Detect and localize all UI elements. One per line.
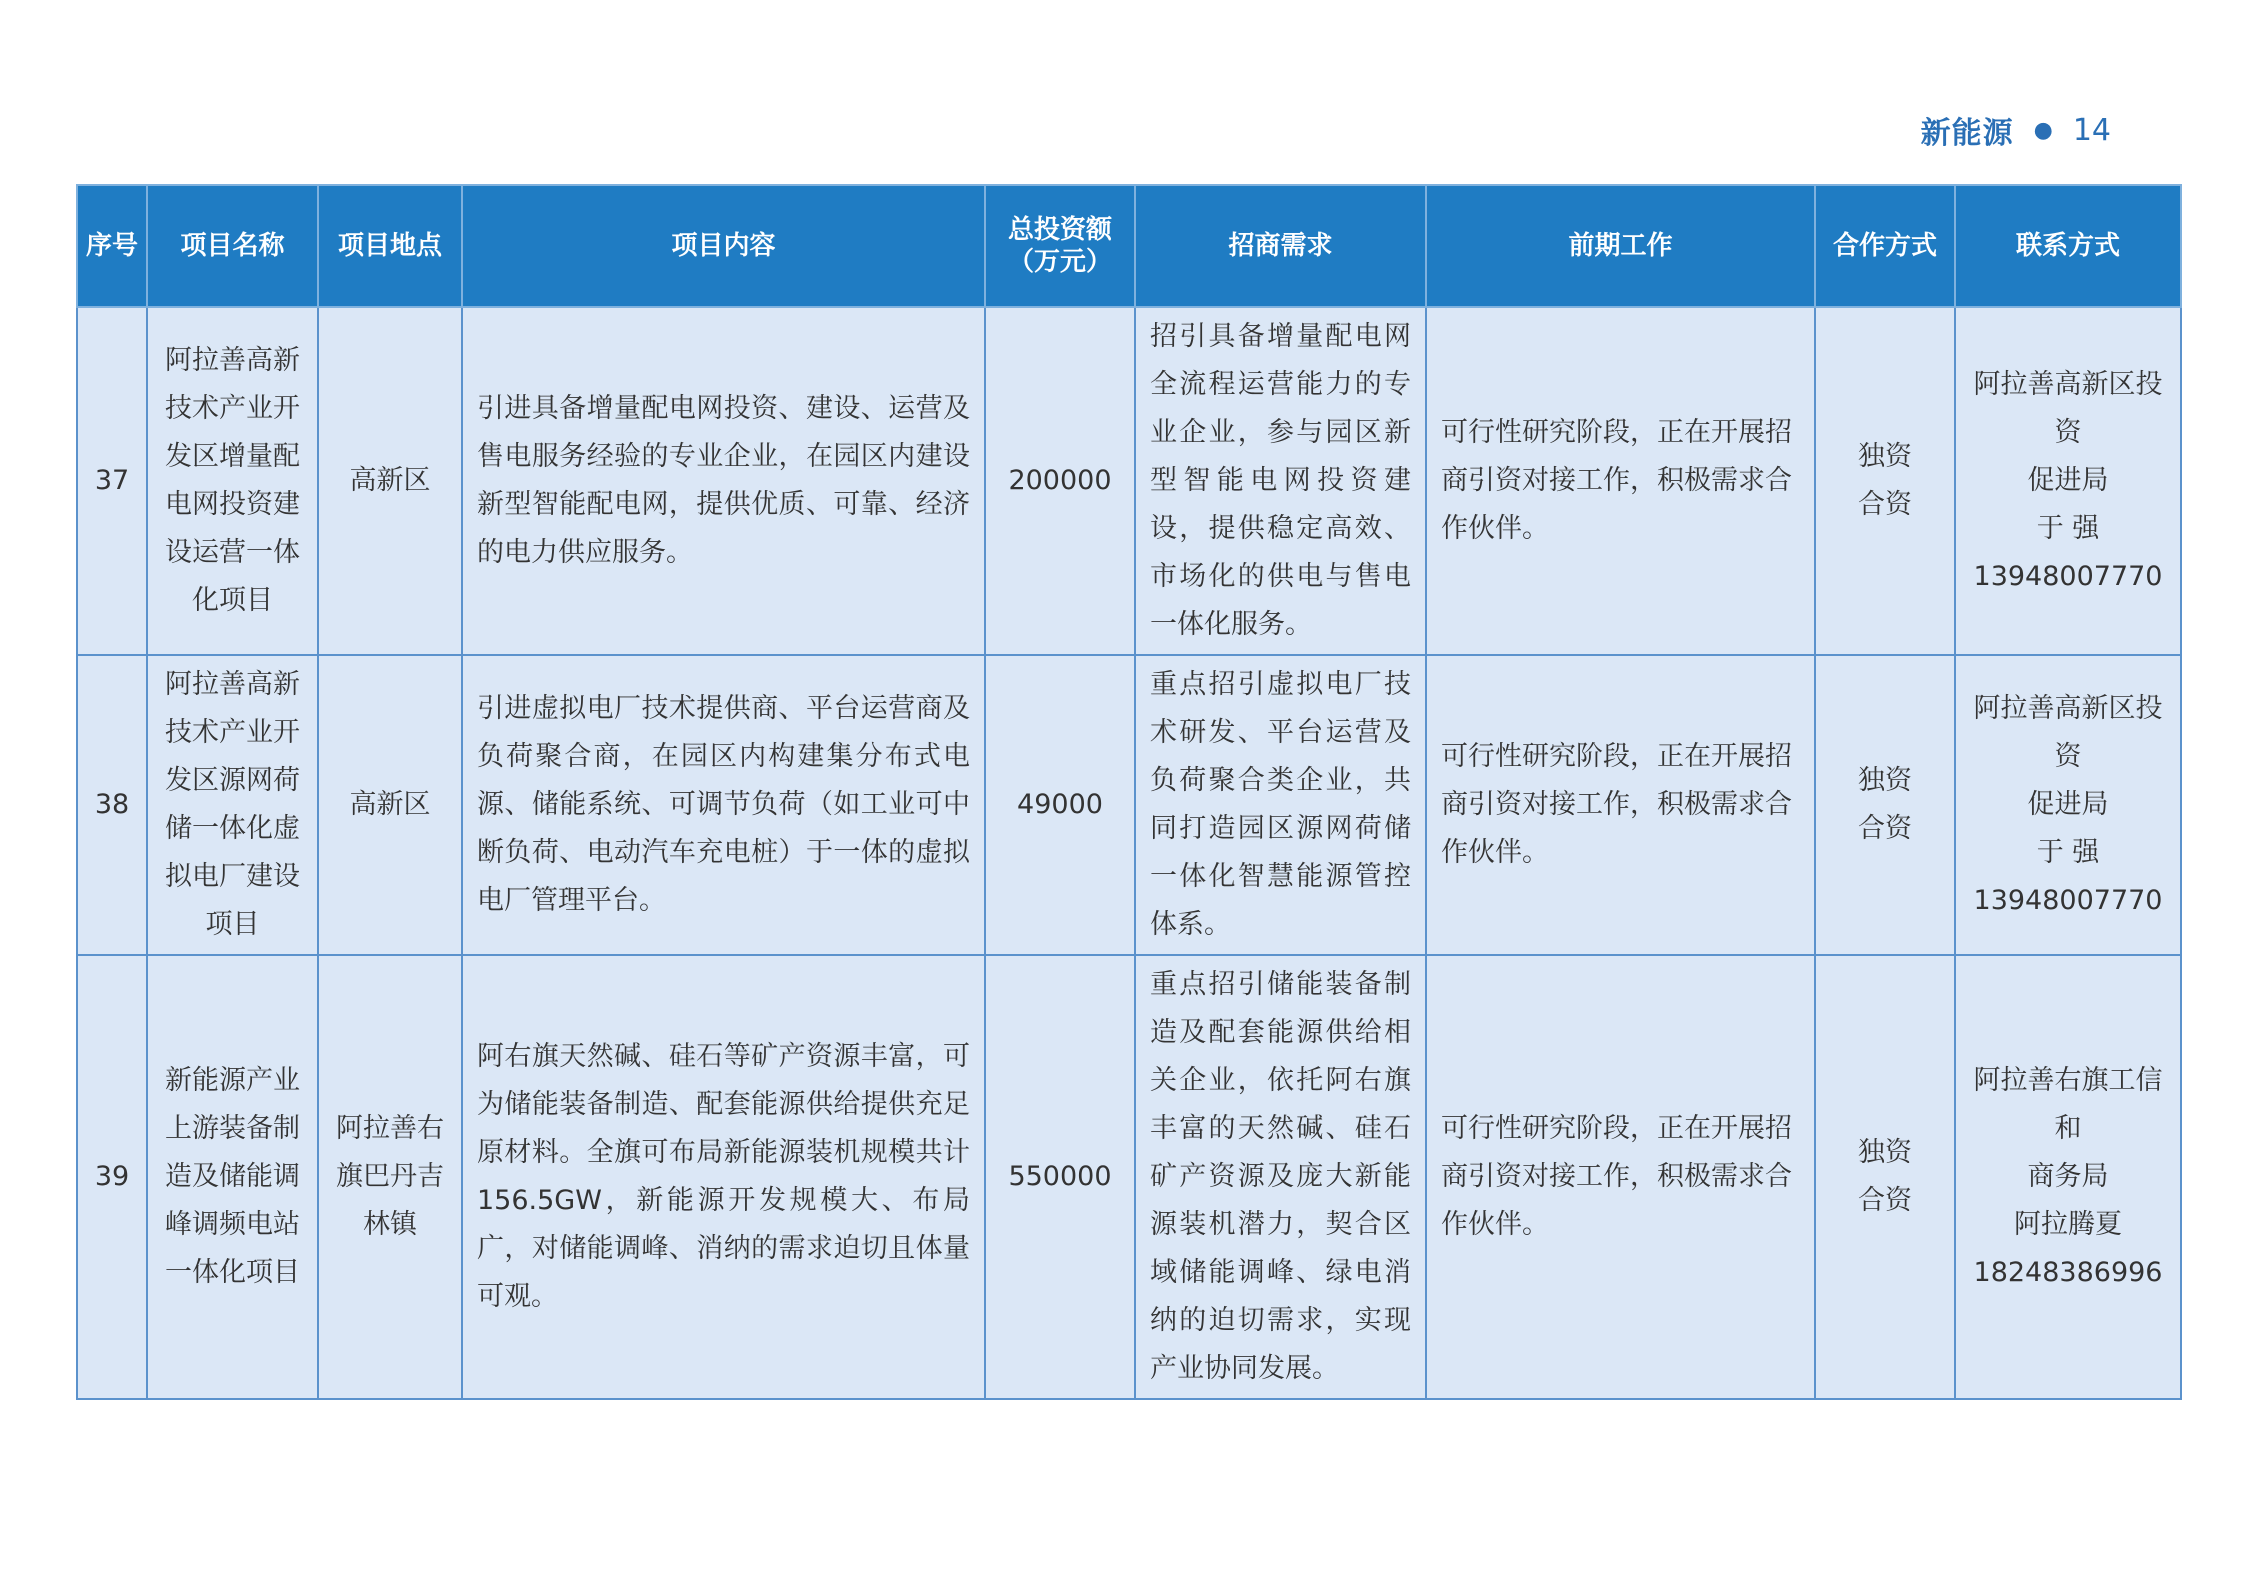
cell-location: 阿拉善右旗巴丹吉林镇: [318, 955, 462, 1399]
cell-contact: 阿拉善高新区投资 促进局 于 强 13948007770: [1955, 307, 2181, 655]
cell-demand: 招引具备增量配电网全流程运营能力的专业企业，参与园区新型智能电网投资建设，提供稳定高效、市场化的供电与售电一体化服务。: [1135, 307, 1426, 655]
separator-dot: ●: [2033, 117, 2053, 143]
cell-cooperation: 独资 合资: [1815, 655, 1955, 955]
cell-preliminary: 可行性研究阶段，正在开展招商引资对接工作，积极需求合作伙伴。: [1426, 955, 1815, 1399]
cell-cooperation: 独资 合资: [1815, 307, 1955, 655]
cell-location: 高新区: [318, 307, 462, 655]
cell-demand: 重点招引虚拟电厂技术研发、平台运营及负荷聚合类企业，共同打造园区源网荷储一体化智慧能源管控体系。: [1135, 655, 1426, 955]
header-no: 序号: [77, 185, 147, 307]
header-contact: 联系方式: [1955, 185, 2181, 307]
page-header: [1921, 108, 2111, 152]
cell-investment: 550000: [985, 955, 1135, 1399]
cell-no: 37: [77, 307, 147, 655]
header-name: 项目名称: [147, 185, 318, 307]
cell-content: 引进具备增量配电网投资、建设、运营及售电服务经验的专业企业，在园区内建设新型智能配电网，提供优质、可靠、经济的电力供应服务。: [462, 307, 985, 655]
section-title: 新能源: [1920, 116, 2014, 151]
cell-no: 39: [77, 955, 147, 1399]
cell-investment: 200000: [985, 307, 1135, 655]
cell-name: 阿拉善高新技术产业开发区源网荷储一体化虚拟电厂建设项目: [147, 655, 318, 955]
table-row: [77, 655, 2181, 955]
table-row: [77, 955, 2181, 1399]
page-number: 14: [2072, 112, 2111, 148]
header-content: 项目内容: [462, 185, 985, 307]
header-demand: 招商需求: [1135, 185, 1426, 307]
cell-contact: 阿拉善右旗工信和 商务局 阿拉腾夏 18248386996: [1955, 955, 2181, 1399]
header-preliminary: 前期工作: [1426, 185, 1815, 307]
cell-contact: 阿拉善高新区投资 促进局 于 强 13948007770: [1955, 655, 2181, 955]
table-row: [77, 307, 2181, 655]
cell-preliminary: 可行性研究阶段，正在开展招商引资对接工作，积极需求合作伙伴。: [1426, 655, 1815, 955]
header-cooperation: 合作方式: [1815, 185, 1955, 307]
cell-location: 高新区: [318, 655, 462, 955]
cell-content: 阿右旗天然碱、硅石等矿产资源丰富，可为储能装备制造、配套能源供给提供充足原材料。全旗可布局新能源装机规模共计156.5GW，新能源开发规模大、布局广，对储能调峰、消纳的需求迫切且体量可观。: [462, 955, 985, 1399]
cell-no: 38: [77, 655, 147, 955]
cell-preliminary: 可行性研究阶段，正在开展招商引资对接工作，积极需求合作伙伴。: [1426, 307, 1815, 655]
project-table: [76, 184, 2182, 1400]
cell-name: 阿拉善高新技术产业开发区增量配电网投资建设运营一体化项目: [147, 307, 318, 655]
cell-name: 新能源产业上游装备制造及储能调峰调频电站一体化项目: [147, 955, 318, 1399]
table-header-row: [77, 185, 2181, 307]
cell-demand: 重点招引储能装备制造及配套能源供给相关企业，依托阿右旗丰富的天然碱、硅石矿产资源及庞大新能源装机潜力，契合区域储能调峰、绿电消纳的迫切需求，实现产业协同发展。: [1135, 955, 1426, 1399]
cell-cooperation: 独资 合资: [1815, 955, 1955, 1399]
cell-content: 引进虚拟电厂技术提供商、平台运营商及负荷聚合商，在园区内构建集分布式电源、储能系统、可调节负荷（如工业可中断负荷、电动汽车充电桩）于一体的虚拟电厂管理平台。: [462, 655, 985, 955]
header-investment: 总投资额（万元）: [985, 185, 1135, 307]
cell-investment: 49000: [985, 655, 1135, 955]
header-location: 项目地点: [318, 185, 462, 307]
